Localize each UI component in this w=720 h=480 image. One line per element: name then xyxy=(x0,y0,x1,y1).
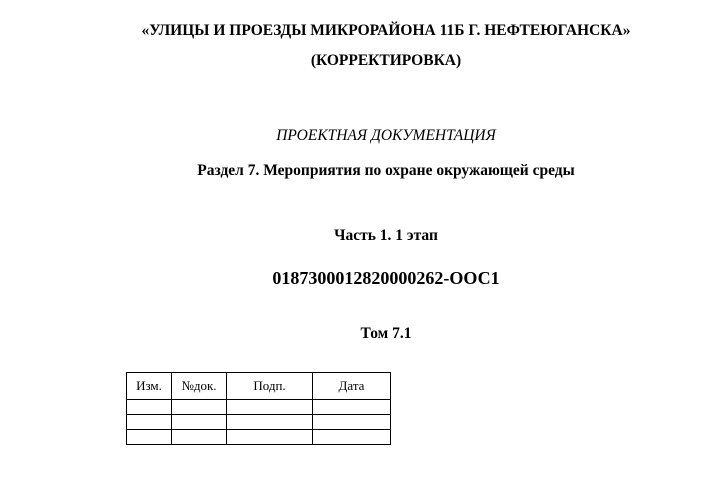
table-cell xyxy=(313,400,391,415)
table-cell xyxy=(127,430,172,445)
table-cell xyxy=(172,400,227,415)
header-change: Изм. xyxy=(127,373,172,400)
table-row xyxy=(127,400,391,415)
table-cell xyxy=(127,400,172,415)
table-cell xyxy=(227,415,313,430)
document-code: 0187300012820000262-ООС1 xyxy=(272,268,500,288)
part-heading: Часть 1. 1 этап xyxy=(334,227,438,244)
header-doc-number: №док. xyxy=(172,373,227,400)
table-cell xyxy=(127,415,172,430)
document-subtitle: (КОРРЕКТИРОВКА) xyxy=(310,52,462,69)
table-cell xyxy=(172,415,227,430)
header-date: Дата xyxy=(313,373,391,400)
header-signature: Подп. xyxy=(227,373,313,400)
table-cell xyxy=(313,415,391,430)
document-type: ПРОЕКТНАЯ ДОКУМЕНТАЦИЯ xyxy=(276,127,496,144)
volume-label: Том 7.1 xyxy=(360,325,412,342)
table-row xyxy=(127,430,391,445)
revision-table-header xyxy=(127,373,391,400)
table-cell xyxy=(313,430,391,445)
revision-table xyxy=(126,372,391,445)
table-cell xyxy=(227,430,313,445)
table-cell xyxy=(227,400,313,415)
document-title: «УЛИЦЫ И ПРОЕЗДЫ МИКРОРАЙОНА 11Б Г. НЕФТЕЮГАНСКА» xyxy=(141,22,631,39)
section-heading: Раздел 7. Мероприятия по охране окружающей среды xyxy=(197,162,575,179)
table-row xyxy=(127,415,391,430)
table-cell xyxy=(172,430,227,445)
